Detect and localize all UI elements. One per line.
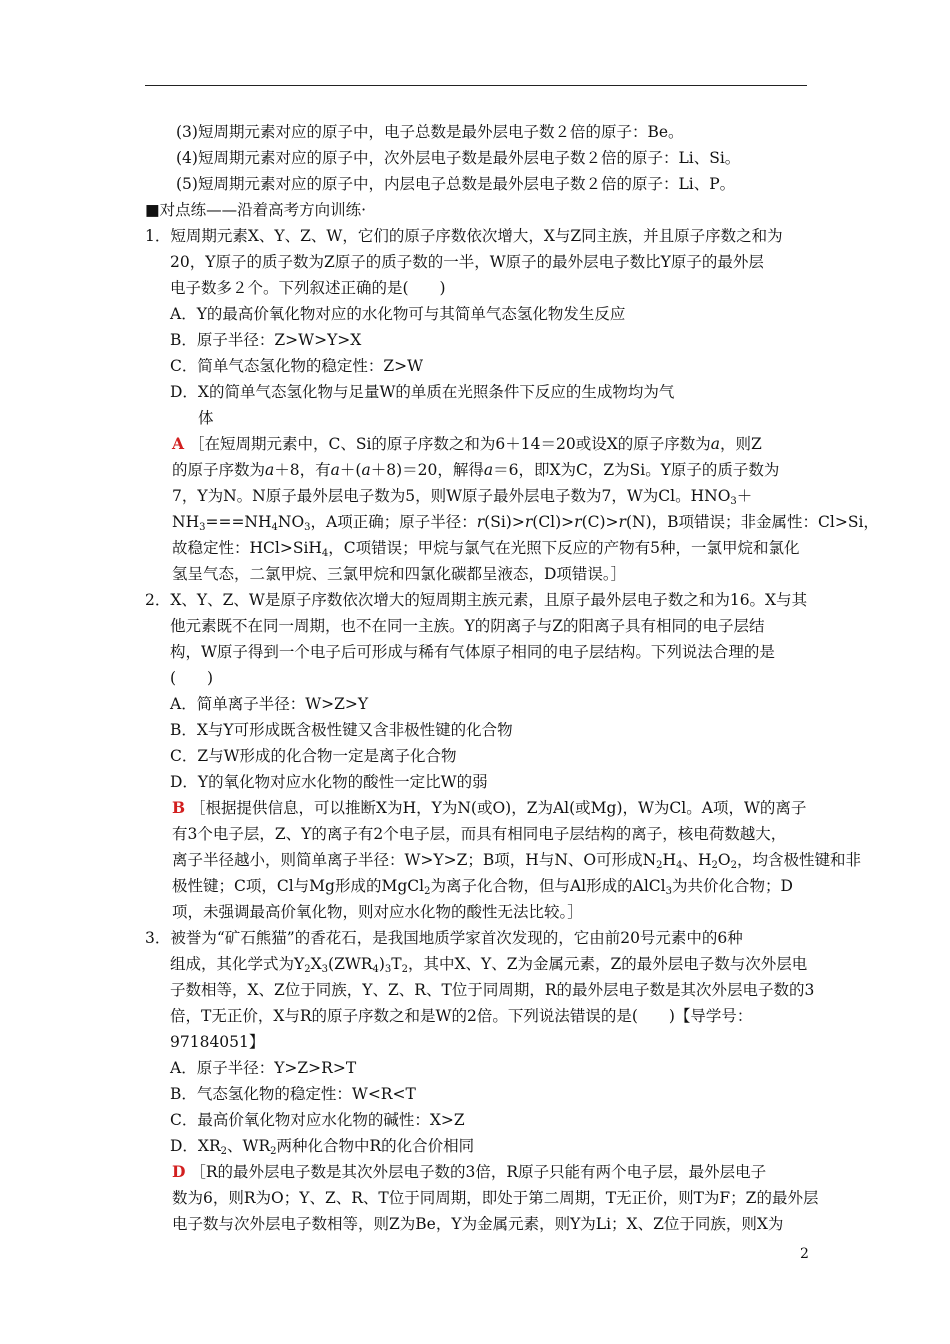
intro-line-3: (3)短周期元素对应的原子中，电子总数是最外层电子数２倍的原子：Be。 — [176, 123, 684, 141]
section-heading: ■对点练——沿着高考方向训练· — [145, 201, 367, 219]
q2-explanation-5: 项，未强调最高价氧化物，则对应水化物的酸性无法比较。］ — [172, 903, 583, 921]
q2-explanation-3: 离子半径越小，则简单离子半径：W>Y>Z；B项，H与N、O可形成$N_2H_4$、$H_2O_2$，均含极性键和非 — [172, 851, 861, 871]
page-number: 2 — [800, 1246, 809, 1262]
q2-option-c: C．Z与W形成的化合物一定是离子化合物 — [170, 747, 457, 765]
q1-explanation-6: 氢呈气态，二氯甲烷、三氯甲烷和四氯化碳都呈液态，D项错误。］ — [172, 565, 627, 583]
q3-stem-3: 子数相等，X、Z位于同族，Y、Z、R、T位于同周期，R的最外层电子数是其次外层电子数的3 — [170, 981, 815, 999]
q1-stem-1: 1．短周期元素X、Y、Z、W，它们的原子序数依次增大，X与Z同主族，并且原子序数之和为 — [145, 227, 783, 245]
q3-explanation-3: 电子数与次外层电子数相等，则Z为Be，Y为金属元素，则Y为Li；X、Z位于同族，则X为 — [172, 1215, 784, 1233]
q1-explanation-1: A ［在短周期元素中，C、Si的原子序数之和为6＋14＝20或设X的原子序数为a，则Z — [172, 434, 762, 453]
q1-answer: A — [172, 434, 185, 453]
header-rule — [145, 85, 807, 86]
q1-stem-3: 电子数多２个。下列叙述正确的是( ) — [170, 279, 446, 297]
q2-explanation-4: 极性键；C项，Cl与Mg形成的MgCl$_2$为离子化合物，但与Al形成的AlCl$_3$为共价化合物；D — [172, 877, 793, 897]
q1-explanation-2: 的原子序数为a＋8，有a＋(a＋8)＝20，解得a＝6，即X为C，Z为Si。Y原子的质子数为 — [172, 461, 780, 479]
q1-option-d-cont: 体 — [198, 409, 214, 427]
q1-stem-2: 20，Y原子的质子数为Z原子的质子数的一半，W原子的最外层电子数比Y原子的最外层 — [170, 253, 764, 271]
q2-stem-1: 2．X、Y、Z、W是原子序数依次增大的短周期主族元素，且原子最外层电子数之和为16。X与其 — [145, 591, 808, 609]
q2-option-d: D．Y的氧化物对应水化物的酸性一定比W的弱 — [170, 773, 488, 791]
q1-explanation-3: 7，Y为N。N原子最外层电子数为5，则W原子最外层电子数为7，W为Cl。$HNO_3+$ — [172, 487, 753, 507]
q2-stem-3: 构，W原子得到一个电子后可形成与稀有气体原子相同的电子层结构。下列说法合理的是 — [170, 643, 775, 661]
q2-answer: B — [172, 798, 186, 817]
q2-option-b: B．X与Y可形成既含极性键又含非极性键的化合物 — [170, 721, 513, 739]
intro-line-4: (4)短周期元素对应的原子中，次外层电子数是最外层电子数２倍的原子：Li、Si。 — [176, 149, 741, 167]
q3-option-c: C．最高价氧化物对应水化物的碱性：X>Z — [170, 1111, 465, 1129]
q2-explanation-2: 有3个电子层，Z、Y的离子有2个电子层，而具有相同电子层结构的离子，核电荷数越大， — [172, 825, 787, 843]
q1-explanation-5: 故稳定性：HCl>SiH$_4$，C项错误；甲烷与氯气在光照下反应的产物有5种，一氯甲烷和氯化 — [172, 539, 800, 559]
q3-option-d: D．$XR_2$、$WR_2$两种化合物中R的化合价相同 — [170, 1137, 475, 1157]
q2-option-a: A．简单离子半径：W>Z>Y — [170, 695, 369, 713]
q1-explanation-4: $NH_3===NH_4NO_3$，A项正确；原子半径：r(Si)>r(Cl)>r(C)>r(N)，B项错误；非金属性：Cl>Si， — [172, 513, 879, 533]
q2-stem-4: ( ) — [170, 669, 214, 687]
q3-stem-1: 3．被誉为“矿石熊猫”的香花石，是我国地质学家首次发现的，它由前20号元素中的6种 — [145, 929, 743, 947]
q1-option-d: D．X的简单气态氢化物与足量W的单质在光照条件下反应的生成物均为气 — [170, 383, 675, 401]
q3-option-a: A．原子半径：Y>Z>R>T — [170, 1059, 357, 1077]
q3-option-b: B．气态氢化物的稳定性：W<R<T — [170, 1085, 416, 1103]
intro-line-5: (5)短周期元素对应的原子中，内层电子总数是最外层电子数２倍的原子：Li、P。 — [176, 175, 736, 193]
q3-stem-4: 倍，T无正价，X与R的原子序数之和是W的2倍。下列说法错误的是( )【导学号： — [170, 1007, 753, 1025]
q1-option-b: B．原子半径：Z>W>Y>X — [170, 331, 362, 349]
q2-stem-2: 他元素既不在同一周期，也不在同一主族。Y的阴离子与Z的阳离子具有相同的电子层结 — [170, 617, 765, 635]
q1-option-c: C．简单气态氢化物的稳定性：Z>W — [170, 357, 424, 375]
q3-explanation-1: D ［R的最外层电子数是其次外层电子数的3倍，R原子只能有两个电子层，最外层电子 — [172, 1162, 767, 1181]
q1-option-a: A．Y的最高价氧化物对应的水化物可与其简单气态氢化物发生反应 — [170, 305, 626, 323]
q2-explanation-1: B ［根据提供信息，可以推断X为H，Y为N(或O)，Z为Al(或Mg)，W为Cl。A项，W的离子 — [172, 798, 807, 817]
q3-stem-2: 组成，其化学式为$Y_2X_3(ZWR_4)_3T_2$，其中X、Y、Z为金属元素，Z的最外层电子数与次外层电 — [170, 955, 808, 975]
q3-stem-5: 97184051】 — [170, 1033, 265, 1051]
q3-explanation-2: 数为6，则R为O；Y、Z、R、T位于同周期，即处于第二周期，T无正价，则T为F；Z的最外层 — [172, 1189, 819, 1207]
q3-answer: D — [172, 1162, 186, 1181]
